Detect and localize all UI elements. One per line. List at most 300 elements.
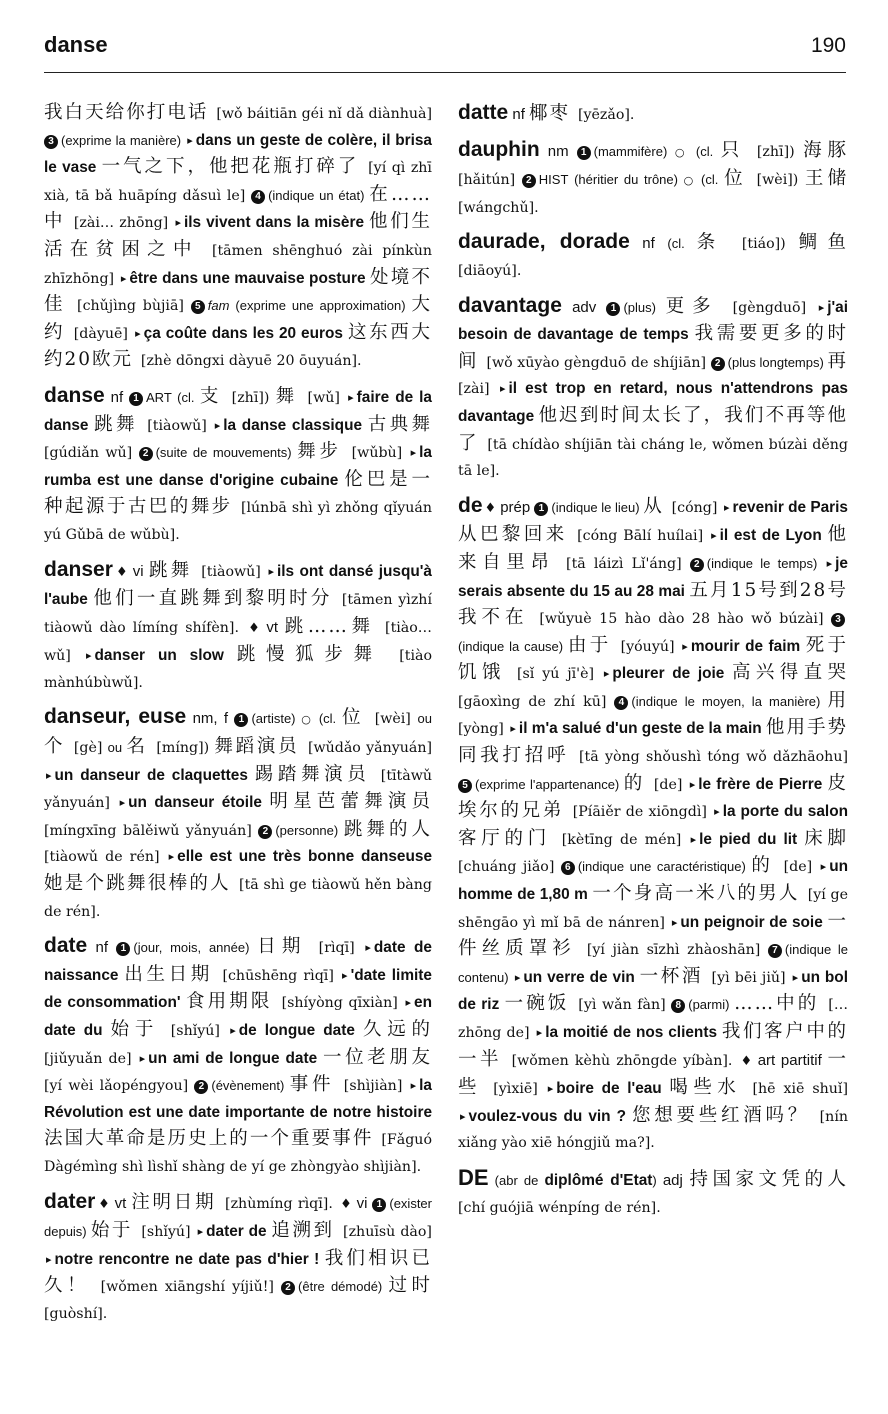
pinyin: [wǒmen kèhù zhōngde yíbàn]. — [511, 1052, 739, 1069]
chinese-text: 一件丝质罩衫 — [458, 910, 848, 960]
chinese-text: 一位老朋友 — [323, 1046, 433, 1068]
pinyin: [de] — [783, 859, 819, 876]
pinyin: [tāmen yìzhí tiàowǔ dào límíng shífèn]. — [44, 592, 432, 636]
example-phrase: notre rencontre ne date pas d'hier ! — [54, 1250, 325, 1268]
example-marker-icon: ▸ — [342, 968, 348, 982]
entry-davantage — [458, 293, 848, 485]
example-phrase: j'ai besoin de davantage de temps — [458, 298, 848, 344]
chinese-text: 明星芭蕾舞演员 — [269, 791, 432, 813]
pinyin: [Píāiěr de xiōngdì] — [572, 804, 713, 821]
sense-number-badge: 1 — [606, 302, 620, 316]
headword: dater — [44, 1189, 96, 1213]
chinese-text: 在……中 — [44, 183, 432, 233]
example-marker-icon: ▸ — [711, 529, 717, 543]
sense-number-badge: 1 — [577, 146, 591, 160]
gloss: HIST — [538, 172, 569, 188]
sense-number-badge: 2 — [690, 558, 704, 572]
part-of-speech: nf — [104, 388, 130, 406]
chinese-text: 从巴黎回来 — [458, 524, 578, 546]
chinese-text: 王储 — [804, 168, 848, 190]
entry-daurade — [458, 229, 848, 284]
pinyin: [shǐyú] — [141, 1224, 196, 1241]
pinyin: [tā shì ge tiàowǔ hěn bàng de rén]. — [44, 877, 432, 920]
example-marker-icon: ▸ — [547, 1082, 554, 1096]
chinese-text: 海豚 — [803, 139, 848, 161]
example-phrase: dater de — [206, 1223, 272, 1241]
sense-number-badge: 4 — [614, 696, 628, 710]
example-marker-icon: ▸ — [197, 1225, 204, 1239]
pinyin: [tā yòng shǒushì tóng wǒ dǎzhāohu] — [578, 749, 848, 766]
example-phrase: de longue date — [238, 1022, 363, 1039]
gloss: (abr de — [488, 1172, 545, 1188]
chinese-text: 舞步 — [297, 441, 352, 463]
example-phrase: en date du — [44, 994, 432, 1039]
example-phrase: un ami de longue date — [148, 1049, 324, 1067]
chinese-text: 始于 — [110, 1019, 171, 1040]
chinese-text: 我们相识已久！ — [44, 1247, 432, 1297]
example-phrase: elle est une très bonne danseuse — [177, 848, 433, 866]
gloss: (personne) — [275, 822, 344, 838]
chinese-text: 他来自里昂 — [458, 524, 848, 573]
classifier-circle-icon: ○ — [683, 174, 696, 188]
example-phrase: le frère de Pierre — [698, 775, 828, 793]
pinyin: [gāoxìng de zhí kū] — [458, 693, 615, 710]
chinese-text: 跳舞 — [94, 413, 148, 435]
chinese-text: 用 — [827, 689, 849, 711]
entry-dauphin — [458, 137, 848, 222]
chinese-text: 个 — [44, 736, 74, 758]
gloss: (héritier du trône) — [568, 172, 684, 188]
example-marker-icon: ▸ — [820, 860, 827, 874]
chinese-text: 一气之下，他把花瓶打碎了 — [101, 156, 369, 178]
pinyin: [… zhōng de] — [458, 997, 849, 1041]
chinese-text: 他们生活在贫困之中 — [44, 211, 432, 260]
pinyin: [míng]) — [156, 740, 215, 757]
example-phrase: date de naissance — [44, 939, 432, 984]
pinyin: [yì wǎn fàn] — [578, 997, 672, 1014]
pinyin: [zhuīsù dào] — [343, 1224, 432, 1241]
example-marker-icon: ▸ — [230, 1024, 236, 1037]
headword: DE — [458, 1164, 489, 1190]
example-marker-icon: ▸ — [410, 446, 417, 460]
example-phrase: ça coûte dans les 20 euros — [143, 324, 348, 342]
chinese-text: 事件 — [289, 1074, 344, 1096]
gloss: (être démodé) — [298, 1279, 389, 1295]
chinese-text: 日期 — [257, 936, 319, 958]
example-marker-icon: ▸ — [603, 667, 610, 681]
entry-danser — [44, 557, 432, 697]
headword: danseur, euse — [44, 705, 187, 729]
chinese-text: 食用期限 — [185, 991, 282, 1013]
chinese-text: 这东西大约20欧元 — [44, 321, 432, 371]
example-phrase: il est trop en retard, nous n'attendrons pas davantage — [458, 380, 848, 425]
entry-DE — [458, 1165, 848, 1221]
pinyin: [rìqī] — [318, 940, 364, 957]
chinese-text: 一个身高一米八的男人 — [592, 883, 808, 905]
column-left — [44, 100, 432, 1336]
chinese-text: 一些 — [458, 1048, 849, 1099]
pinyin: [wǔbù] — [351, 445, 409, 462]
gloss: (cl. — [313, 711, 342, 727]
headword: davantage — [458, 293, 562, 317]
gloss: (plus) — [623, 299, 666, 315]
chinese-text: 舞 — [275, 385, 308, 407]
pinyin: [jiǔyuǎn de] — [44, 1050, 138, 1067]
sense-number-badge: 8 — [671, 999, 685, 1013]
chinese-text: 死于饥饿 — [458, 634, 848, 684]
example-phrase: boire de l'eau — [556, 1080, 670, 1098]
example-phrase: un verre de vin — [523, 968, 640, 986]
example-marker-icon: ▸ — [682, 639, 688, 653]
example-phrase: la moitié de nos clients — [545, 1024, 722, 1041]
part-of-speech: vt — [266, 618, 285, 636]
chinese-text: 名 — [126, 736, 157, 758]
gloss: (cl. — [695, 172, 725, 188]
gloss: (suite de mouvements) — [155, 445, 298, 461]
example-phrase: ils ont dansé jusqu'à l'aube — [44, 562, 432, 609]
example-phrase: mourir de faim — [690, 637, 806, 655]
pinyin: [chūshēng rìqī] — [222, 967, 341, 984]
example-marker-icon: ▸ — [514, 970, 521, 984]
pinyin: [yìxiē] — [493, 1081, 546, 1098]
gloss: (cl. — [171, 389, 200, 405]
pinyin: [hē xiē shuǐ] — [752, 1081, 848, 1098]
pinyin: [wángchǔ]. — [458, 199, 539, 216]
classifier-circle-icon: ○ — [301, 713, 314, 727]
pinyin: [tiào mànhúbùwǔ]. — [44, 648, 432, 691]
chinese-text: 条 — [696, 232, 742, 254]
sense-number-badge: 3 — [831, 613, 845, 627]
page-number: 190 — [810, 34, 846, 57]
headword: datte — [458, 101, 509, 124]
pinyin: [tiào… wǔ] — [44, 619, 432, 665]
sense-number-badge: 1 — [534, 502, 548, 516]
example-marker-icon: ▸ — [135, 326, 141, 340]
chinese-text: 皮埃尔的兄弟 — [458, 772, 848, 822]
chinese-text: 注明日期 — [131, 1191, 226, 1213]
headword: danse — [44, 383, 105, 407]
sense-number-badge: 2 — [522, 174, 536, 188]
example-marker-icon: ▸ — [499, 382, 506, 396]
chinese-text: 一碗饭 — [504, 993, 579, 1015]
pinyin: [shìjiàn] — [343, 1078, 409, 1095]
pinyin: [lúnbā shì yì zhǒng qǐyuán yú Gǔbā de wǔbù]. — [44, 500, 432, 543]
pinyin: [wǒ xūyào gèngduō de shíjiān] — [486, 354, 711, 371]
chinese-text: 久远的 — [362, 1019, 432, 1040]
entry-dater — [44, 1189, 432, 1328]
classifier-circle-icon: ○ — [674, 145, 689, 159]
pinyin: [tiáo]) — [741, 236, 799, 253]
example-marker-icon: ▸ — [120, 271, 127, 285]
chinese-text: 他们一直跳舞到黎明时分 — [93, 588, 342, 610]
entry-danseur — [44, 704, 432, 925]
pinyin: [nín xiǎng yào xiē hóngjiǔ ma?]. — [458, 1108, 848, 1152]
example-marker-icon: ▸ — [365, 941, 371, 955]
example-marker-icon: ▸ — [214, 418, 221, 432]
chinese-text: 追溯到 — [271, 1220, 344, 1242]
entry-date — [44, 933, 432, 1180]
chinese-text: 古典舞 — [367, 413, 432, 435]
part-of-speech: adv — [561, 298, 607, 316]
pinyin: [yì bēi jiǔ] — [711, 969, 791, 986]
part-of-speech: vt — [114, 1194, 132, 1212]
sense-number-badge: 6 — [561, 861, 575, 875]
pinyin: [Fǎguó Dàgémìng shì lìshǐ shàng de yí ge zhòngyào shìjiàn]. — [44, 1132, 432, 1175]
pinyin: [gè] — [73, 740, 108, 757]
gloss: (exister depuis) — [44, 1195, 432, 1240]
example-marker-icon: ▸ — [826, 556, 833, 570]
sense-number-badge: 2 — [194, 1080, 208, 1094]
sense-number-badge: 5 — [191, 300, 205, 314]
example-phrase: il m'a salué d'un geste de la main — [518, 720, 766, 738]
grammar-diamond-icon: ♦ — [340, 1196, 353, 1212]
part-of-speech: vi — [356, 1194, 373, 1212]
chinese-text: 更多 — [665, 295, 733, 317]
pinyin: [guòshí]. — [44, 1305, 108, 1322]
gloss: (parmi) — [688, 997, 735, 1013]
pinyin: [wǒ báitiān géi nǐ dǎ diànhuà] — [216, 106, 432, 122]
pinyin: [shíyòng qīxiàn] — [281, 995, 404, 1012]
gloss: (indique le moyen, la manière) — [631, 693, 828, 709]
example-phrase: ils vivent dans la misère — [183, 214, 370, 232]
example-marker-icon: ▸ — [792, 970, 799, 984]
pinyin: [zhùmíng rìqī]. — [225, 1195, 339, 1212]
pinyin: [yí jiàn sīzhì zhàoshān] — [586, 942, 768, 959]
guide-word: danse — [44, 32, 108, 57]
pinyin: [zài… zhōng] — [73, 215, 174, 232]
chinese-text: 跳慢狐步舞 — [236, 644, 400, 666]
pinyin: [wǔ] — [307, 389, 347, 406]
chinese-text: 过时 — [388, 1275, 432, 1297]
example-phrase: pleurer de joie — [612, 665, 732, 683]
example-phrase: dans un geste de colère, il brisa le vase — [44, 131, 432, 177]
chinese-text: 由于 — [567, 634, 621, 656]
pinyin: [yòng] — [458, 721, 509, 738]
gloss: (exprime la manière) — [61, 132, 186, 148]
chinese-text: 床脚 — [804, 827, 849, 849]
grammar-diamond-icon: ♦ — [97, 1196, 111, 1212]
pinyin: [wǔyuè 15 hào dào 28 hào wǒ búzài] — [539, 611, 831, 628]
sense-number-badge: 7 — [768, 944, 782, 958]
sense-number-badge: 3 — [44, 135, 58, 149]
gloss: (mammifère) — [593, 143, 675, 159]
headword: danser — [44, 557, 113, 581]
chinese-text: 法国大革命是历史上的一个重要事件 — [44, 1128, 382, 1150]
example-phrase: il est de Lyon — [719, 527, 828, 545]
chinese-text: 位 — [341, 707, 375, 729]
example-marker-icon: ▸ — [818, 300, 825, 314]
gloss: (indique une caractéristique) — [577, 859, 752, 875]
example-phrase: la Révolution est une date importante de notre histoire — [44, 1077, 432, 1121]
pinyin: [de] — [653, 776, 688, 793]
pinyin: [zài] — [458, 381, 498, 398]
example-marker-icon: ▸ — [410, 1079, 417, 1093]
part-of-speech: nf — [87, 939, 117, 957]
example-phrase: la rumba est une danse d'origine cubaine — [44, 444, 432, 489]
gloss: (exprime une approximation) — [229, 298, 412, 314]
gloss: (artiste) — [251, 711, 302, 727]
gloss: (cl. — [667, 236, 697, 252]
entry-datte — [458, 100, 848, 129]
example-phrase: un homme de 1,80 m — [458, 858, 848, 904]
headword: dauphin — [458, 137, 540, 161]
gloss: fam — [207, 298, 230, 314]
pinyin: [hǎitún] — [458, 172, 522, 189]
chinese-text: 我们客户中的一半 — [458, 1021, 848, 1070]
grammar-diamond-icon: ♦ — [484, 500, 497, 516]
pinyin: [chí guójiā wénpíng de rén]. — [458, 1199, 661, 1216]
chinese-text: 从 — [643, 495, 672, 517]
example-phrase: un peignoir de soie — [680, 913, 828, 931]
entry-continuation — [44, 100, 432, 375]
chinese-text: 踢踏舞演员 — [254, 763, 381, 785]
pinyin: [yēzǎo]. — [577, 107, 635, 123]
gloss: ou — [417, 711, 432, 727]
chinese-text: 伦巴是一种起源于古巴的舞步 — [44, 468, 432, 518]
pinyin: [sǐ yú jī'è] — [516, 666, 602, 683]
pinyin: [tiàowǔ de rén] — [44, 849, 167, 866]
gloss: (plus longtemps) — [727, 354, 828, 370]
gloss: (cl. — [688, 143, 721, 159]
gloss: ) — [652, 1172, 663, 1188]
pinyin: [yóuyú] — [620, 638, 681, 655]
grammar-diamond-icon: ♦ — [114, 564, 129, 580]
example-marker-icon: ▸ — [536, 1026, 543, 1039]
example-marker-icon: ▸ — [723, 500, 730, 514]
part-of-speech: nm — [539, 142, 577, 160]
chinese-text: 您想要些红酒吗？ — [632, 1104, 820, 1126]
example-marker-icon: ▸ — [86, 649, 92, 663]
chinese-text: 一杯酒 — [639, 965, 712, 987]
pinyin: [chuáng jiǎo] — [458, 859, 561, 876]
example-phrase: le pied du lit — [699, 830, 805, 848]
gloss: (exprime l'appartenance) — [475, 776, 624, 792]
pinyin: [kètīng de mén] — [561, 831, 689, 848]
example-marker-icon: ▸ — [405, 996, 412, 1010]
example-phrase: la porte du salon — [722, 803, 848, 821]
example-phrase: un danseur étoile — [128, 794, 270, 812]
chinese-text: 处境不佳 — [44, 266, 432, 316]
part-of-speech: vi — [132, 562, 149, 580]
gloss: (indique le lieu) — [551, 499, 644, 515]
example-phrase: danser un slow — [94, 647, 237, 665]
pinyin: [wèi] — [374, 711, 418, 728]
pinyin: [zhī]) — [231, 389, 276, 406]
example-marker-icon: ▸ — [671, 915, 678, 929]
sense-number-badge: 1 — [234, 713, 248, 727]
pinyin: [wèi]) — [756, 172, 805, 189]
pinyin: [tītàwǔ yǎnyuán] — [44, 767, 432, 812]
example-marker-icon: ▸ — [690, 832, 697, 846]
headword: date — [44, 934, 88, 958]
pinyin: [zhè dōngxi dàyuē 20 ōuyuán]. — [140, 353, 362, 370]
example-marker-icon: ▸ — [510, 722, 516, 736]
chinese-text: 鲷鱼 — [798, 232, 848, 254]
sense-number-badge: 1 — [129, 392, 143, 406]
example-marker-icon: ▸ — [268, 564, 274, 578]
example-phrase: voulez-vous du vin ? — [468, 1107, 633, 1125]
chinese-text: 的 — [623, 772, 654, 794]
example-phrase: 'date limite de consommation' — [44, 966, 432, 1012]
example-marker-icon: ▸ — [46, 1252, 52, 1266]
example-marker-icon: ▸ — [139, 1051, 146, 1065]
example-marker-icon: ▸ — [714, 805, 720, 819]
headword: de — [458, 493, 483, 517]
sense-number-badge: 2 — [139, 447, 153, 461]
gloss: (indique le temps) — [706, 555, 825, 571]
chinese-text: 他迟到时间太长了，我们不再等他了 — [458, 404, 848, 454]
chinese-text: 我白天给你打电话 — [44, 102, 217, 123]
chinese-text: 始于 — [90, 1220, 142, 1242]
pinyin: [tiàowǔ] — [147, 417, 213, 434]
pinyin: [zhī]) — [756, 143, 804, 160]
pinyin: [yí ge shēngāo yì mǐ bā de nánren] — [458, 887, 849, 931]
part-of-speech: prép — [500, 498, 535, 516]
gloss: (indique un état) — [268, 187, 370, 203]
chinese-text: 的 — [751, 855, 784, 877]
chinese-text: 客厅的门 — [458, 827, 562, 849]
pinyin: [yí wèi lǎopéngyou] — [44, 1078, 195, 1095]
pinyin: [tā chídào shíjiān tài cháng le, wǒmen búzài děng tā le]. — [458, 436, 848, 480]
sense-number-badge: 1 — [116, 942, 130, 956]
pinyin: [cóng] — [671, 499, 722, 516]
example-phrase: un danseur de claquettes — [54, 766, 255, 784]
entry-de — [458, 493, 848, 1157]
chinese-text: 只 — [720, 139, 757, 161]
part-of-speech: nm, f — [186, 710, 235, 728]
example-marker-icon: ▸ — [460, 1109, 466, 1123]
pinyin: [cóng Bālí huílai] — [577, 528, 710, 545]
gloss: ou — [107, 740, 127, 756]
chinese-text: 高兴得直哭 — [732, 662, 848, 684]
chinese-text: 跳舞 — [148, 559, 202, 581]
pinyin: [míngxīng bālěiwǔ yǎnyuán] — [44, 822, 259, 839]
chinese-text: 他用手势同我打招呼 — [458, 717, 848, 767]
grammar-diamond-icon: ♦ — [248, 620, 263, 636]
sense-number-badge: 2 — [711, 357, 725, 371]
chinese-text: 位 — [724, 168, 757, 190]
example-marker-icon: ▸ — [175, 216, 181, 230]
sense-number-badge: 2 — [281, 1281, 295, 1295]
chinese-text: 喝些水 — [669, 1077, 753, 1099]
part-of-speech: nf — [508, 106, 530, 123]
chinese-text: 她是个跳舞很棒的人 — [44, 873, 240, 895]
gloss: ART — [146, 389, 172, 405]
pinyin: [diāoyú]. — [458, 262, 522, 279]
grammar-diamond-icon: ♦ — [740, 1053, 754, 1069]
column-right — [458, 100, 848, 1229]
example-phrase: être dans une mauvaise posture — [129, 269, 371, 287]
pinyin: [gèngduō] — [732, 299, 817, 316]
pinyin: [chǔjìng bùjiā] — [77, 298, 191, 315]
chinese-text: 再 — [827, 350, 848, 372]
chinese-text: ……中的 — [734, 993, 829, 1015]
gloss: (évènement) — [211, 1078, 290, 1094]
part-of-speech: nf — [629, 235, 668, 253]
example-phrase: je serais absente du 15 au 28 mai — [458, 554, 848, 600]
pinyin: [shǐyú] — [170, 1023, 229, 1039]
sense-number-badge: 1 — [372, 1198, 386, 1212]
pinyin: [dàyuē] — [73, 325, 134, 342]
chinese-text: 椰枣 — [529, 103, 578, 124]
gloss: (indique la cause) — [458, 638, 568, 654]
example-phrase: faire de la danse — [44, 388, 432, 434]
chinese-text: 舞蹈演员 — [214, 736, 308, 758]
chinese-text: 出生日期 — [124, 963, 223, 985]
sense-number-badge: 4 — [251, 190, 265, 204]
entry-danse — [44, 383, 432, 549]
example-marker-icon: ▸ — [187, 133, 193, 147]
